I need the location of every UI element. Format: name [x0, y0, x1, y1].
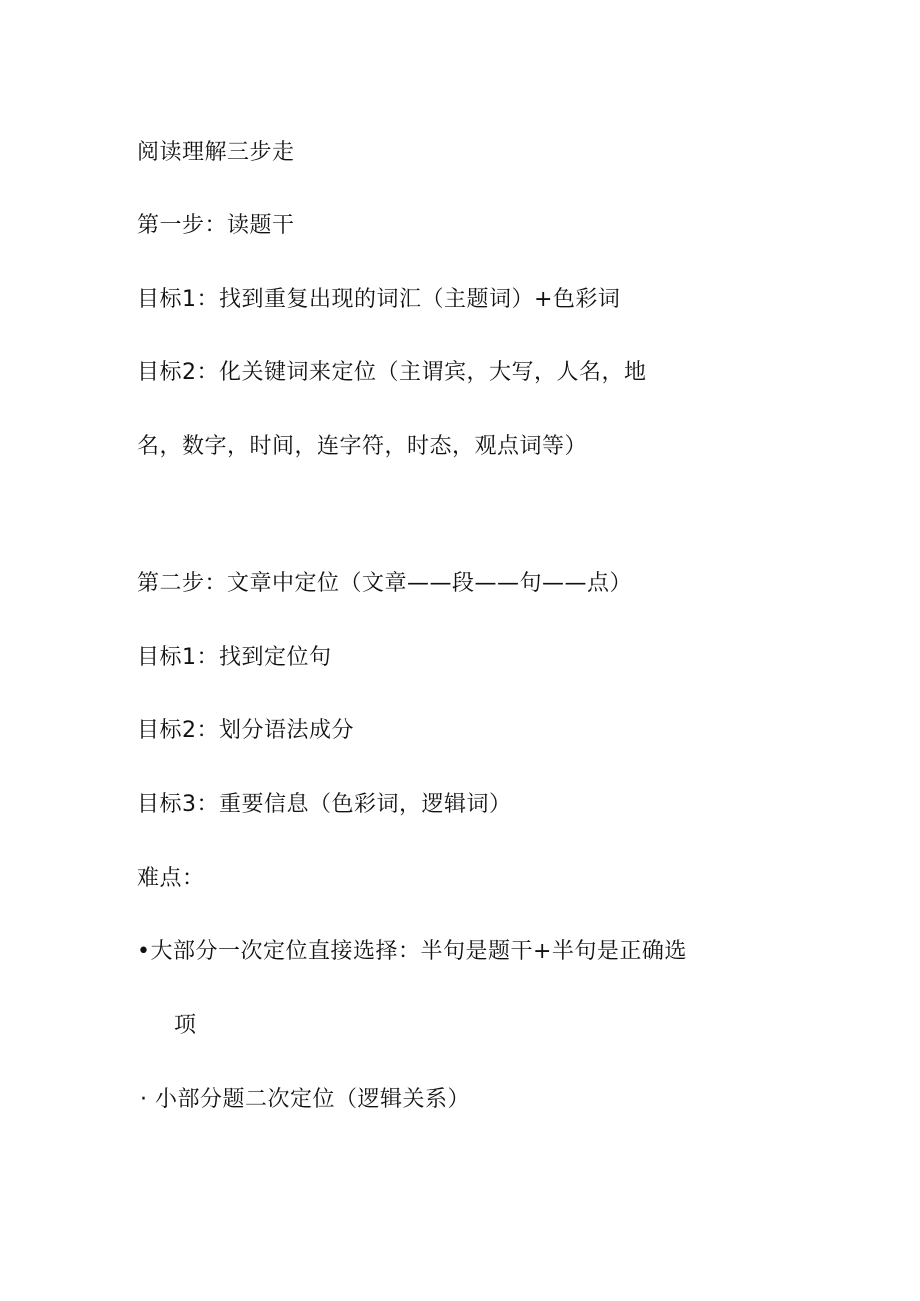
step2-goal1: 目标1：找到定位句 [137, 645, 332, 670]
step1-goal2-line2: 名，数字，时间，连字符，时态，观点词等） [137, 434, 588, 459]
step2-heading: 第二步：文章中定位（文章——段——句——点） [137, 571, 633, 596]
step1-goal2-line1: 目标2：化关键词来定位（主谓宾，大写，人名，地 [137, 360, 647, 385]
step2-goal2: 目标2：划分语法成分 [137, 718, 354, 743]
bullet-item-1-line2: 项 [174, 1013, 197, 1038]
step1-heading: 第一步：读题干 [137, 213, 295, 238]
document-title: 阅读理解三步走 [137, 140, 295, 165]
step2-goal3: 目标3：重要信息（色彩词，逻辑词） [137, 792, 512, 817]
difficulty-label: 难点： [137, 866, 205, 891]
step1-goal1: 目标1：找到重复出现的词汇（主题词）+色彩词 [137, 287, 621, 312]
bullet-item-2: · 小部分题二次定位（逻辑关系） [140, 1087, 470, 1112]
bullet-item-1-line1: •大部分一次定位直接选择：半句是题干+半句是正确选 [137, 939, 687, 964]
